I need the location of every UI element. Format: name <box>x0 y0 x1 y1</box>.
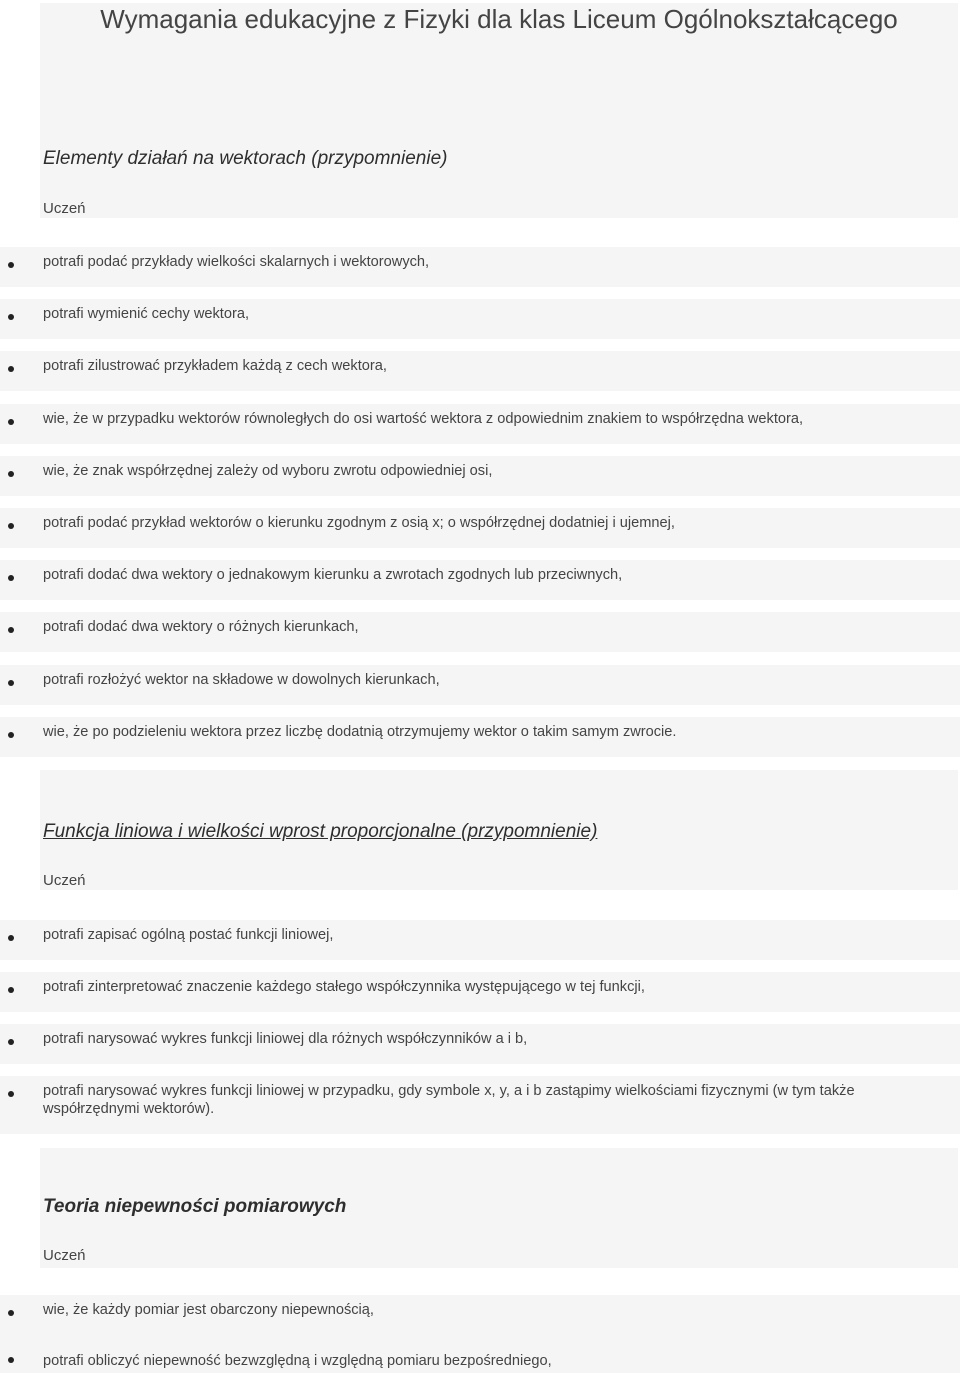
section-subheading: Uczeń <box>43 1247 86 1264</box>
bullet-icon <box>8 680 14 686</box>
section-heading-linear-function: Funkcja liniowa i wielkości wprost proporcjonalne (przypomnienie) <box>43 821 598 842</box>
bullet-icon <box>8 1310 14 1316</box>
bullet-icon <box>8 987 14 993</box>
list-item: potrafi zinterpretować znaczenie każdego stałego współczynnika występującego w tej funkcji, <box>0 972 960 1012</box>
bullet-icon <box>8 1039 14 1045</box>
list-item: wie, że po podzieleniu wektora przez liczbę dodatnią otrzymujemy wektor o takim samym zwrocie. <box>0 717 960 757</box>
list-item: potrafi wymienić cechy wektora, <box>0 299 960 339</box>
bullet-icon <box>8 523 14 529</box>
section-subheading: Uczeń <box>43 200 86 217</box>
list-item: wie, że każdy pomiar jest obarczony niepewnością, <box>0 1295 960 1335</box>
list-item: potrafi zapisać ogólną postać funkcji liniowej, <box>0 920 960 960</box>
bullet-icon <box>8 575 14 581</box>
bullet-icon <box>8 471 14 477</box>
list-item: potrafi dodać dwa wektory o jednakowym kierunku a zwrotach zgodnych lub przeciwnych, <box>0 560 960 600</box>
section-subheading: Uczeń <box>43 872 86 889</box>
list-item: potrafi podać przykłady wielkości skalarnych i wektorowych, <box>0 247 960 287</box>
list-item: potrafi narysować wykres funkcji liniowej w przypadku, gdy symbole x, y, a i b zastąpimy wielkościami fizycznymi (w tym także współrzędnymi wektorów). <box>0 1076 960 1134</box>
list-item: potrafi rozłożyć wektor na składowe w dowolnych kierunkach, <box>0 665 960 705</box>
bullet-icon <box>8 627 14 633</box>
list-item: potrafi zilustrować przykładem każdą z cech wektora, <box>0 351 960 391</box>
list-item: potrafi obliczyć niepewność bezwzględną i względną pomiaru bezpośredniego, <box>0 1333 960 1373</box>
list-item: potrafi dodać dwa wektory o różnych kierunkach, <box>0 612 960 652</box>
bullet-icon <box>8 935 14 941</box>
bullet-icon <box>8 366 14 372</box>
list-item: wie, że znak współrzędnej zależy od wyboru zwrotu odpowiedniej osi, <box>0 456 960 496</box>
bullet-icon <box>8 1357 14 1363</box>
section-heading-vectors: Elementy działań na wektorach (przypomnienie) <box>43 148 448 169</box>
section-heading-uncertainty: Teoria niepewności pomiarowych <box>43 1196 347 1217</box>
list-item: potrafi podać przykład wektorów o kierunku zgodnym z osią x; o współrzędnej dodatniej i ujemnej, <box>0 508 960 548</box>
list-item: potrafi narysować wykres funkcji liniowej dla różnych współczynników a i b, <box>0 1024 960 1064</box>
bullet-icon <box>8 262 14 268</box>
bullet-icon <box>8 314 14 320</box>
bullet-icon <box>8 732 14 738</box>
document-title: Wymagania edukacyjne z Fizyki dla klas Liceum Ogólnokształcącego <box>100 4 898 34</box>
bullet-icon <box>8 419 14 425</box>
list-item: wie, że w przypadku wektorów równoległych do osi wartość wektora z odpowiednim znakiem to współrzędna wektora, <box>0 404 960 444</box>
bullet-icon <box>8 1091 14 1097</box>
